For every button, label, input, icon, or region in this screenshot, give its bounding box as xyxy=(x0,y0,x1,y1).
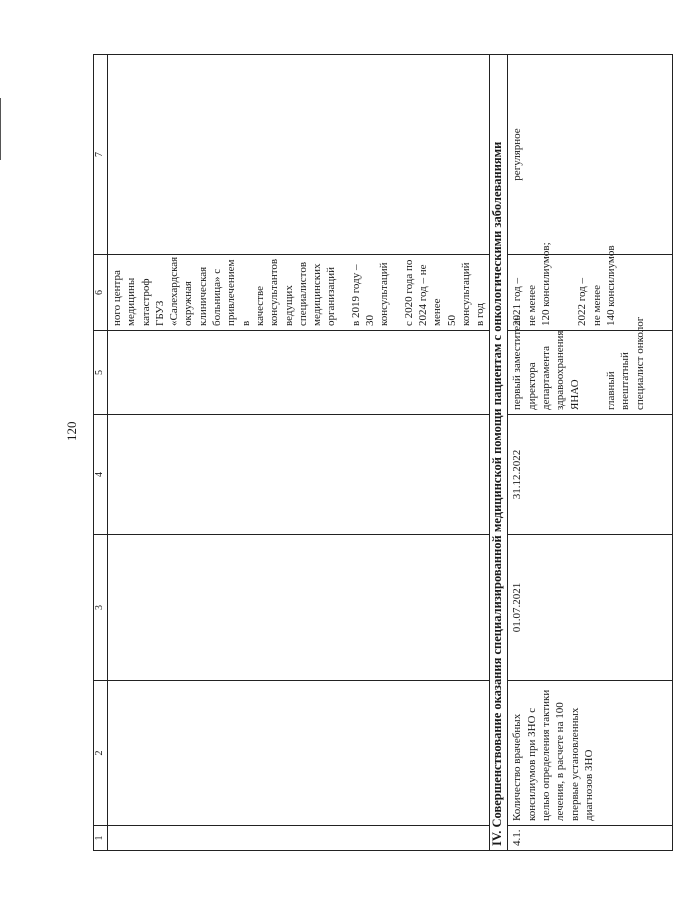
result-2022-line: не менее xyxy=(590,284,603,326)
result-2019-line: 30 консультаций xyxy=(364,262,391,326)
continued-cell-1 xyxy=(108,826,490,851)
col-number-2: 2 xyxy=(94,681,108,826)
result-2020-line: 2024 год – не xyxy=(416,264,429,326)
column-number-row xyxy=(94,55,108,851)
continued-line: ведущих xyxy=(282,285,295,326)
continued-cell-4 xyxy=(108,415,490,535)
start-date: 01.07.2021 xyxy=(508,535,673,681)
responsible-line: внештатный xyxy=(619,352,632,410)
continued-row xyxy=(108,55,490,851)
continued-line: качестве xyxy=(253,285,266,326)
continued-line: медицинских xyxy=(311,263,324,326)
result-2021-line: не менее xyxy=(525,284,538,326)
responsible-line: специалист онколог xyxy=(633,316,646,410)
continued-line: привлечением в xyxy=(225,259,252,326)
result-2022-line: 2022 год – xyxy=(576,277,589,326)
responsible-line: департамента xyxy=(540,346,553,410)
page-number: 120 xyxy=(64,421,79,441)
continued-line: клиническая xyxy=(196,266,209,326)
continued-line: специалистов xyxy=(296,261,309,326)
continued-cell-5 xyxy=(108,331,490,415)
continued-line: «Салехардская xyxy=(168,256,181,326)
responsible-line: здравоохранения xyxy=(554,330,567,410)
result-2020-line: в год xyxy=(474,303,487,326)
row-number: 4.1. xyxy=(508,826,673,851)
end-date: 31.12.2022 xyxy=(508,415,673,535)
continued-line: ного центра xyxy=(111,270,123,326)
margin-mark xyxy=(0,98,1,160)
continued-line: окружная xyxy=(182,281,195,326)
result-2020-line: 50 консультаций xyxy=(445,262,472,326)
continued-cell-3 xyxy=(108,535,490,681)
rotated-table-container xyxy=(93,54,646,851)
col-number-3: 3 xyxy=(94,535,108,681)
continued-line: консультантов xyxy=(268,258,281,326)
continued-cell-2 xyxy=(108,681,490,826)
continued-line: медицины xyxy=(125,277,138,326)
row-description: Количество врачебных консилиумов при ЗНО с целью определения тактики лечения, в расчете на 100 впервые установленных диагнозов ЗНО xyxy=(508,681,673,826)
frequency-cell: регулярное xyxy=(508,55,673,255)
col-number-4: 4 xyxy=(94,415,108,535)
continued-line: катастроф ГБУЗ xyxy=(139,278,166,326)
section-heading-row xyxy=(490,55,508,851)
col-number-1: 1 xyxy=(94,826,108,851)
result-2020-line: менее xyxy=(431,298,444,326)
responsible-line: директора xyxy=(525,362,538,410)
responsible-line: ЯНАО xyxy=(568,379,581,410)
continued-line: больница» с xyxy=(211,268,224,326)
result-2020-line: с 2020 года по xyxy=(402,259,415,326)
responsible-line: главный xyxy=(604,371,617,410)
col-number-5: 5 xyxy=(94,331,108,415)
responsible-cell xyxy=(508,315,673,415)
continued-cell-7 xyxy=(108,55,490,255)
result-cell xyxy=(508,242,673,331)
continued-result-cell xyxy=(108,255,490,331)
result-2019-line: в 2019 году – xyxy=(349,264,362,326)
result-2022-line: 140 консилиумов xyxy=(604,245,617,326)
table-row xyxy=(508,55,673,851)
result-2021-line: 2021 год – xyxy=(511,277,524,326)
responsible-line: первый заместитель xyxy=(511,315,524,410)
col-number-7: 7 xyxy=(94,55,108,255)
col-number-6: 6 xyxy=(94,255,108,331)
continued-line: организаций xyxy=(325,266,338,326)
section-title: IV. Совершенствование оказания специализированной медицинской помощи пациентам с онкологическими заболеваниями xyxy=(490,55,508,851)
plan-table xyxy=(93,54,673,851)
result-2021-line: 120 консилиумов; xyxy=(540,242,553,326)
